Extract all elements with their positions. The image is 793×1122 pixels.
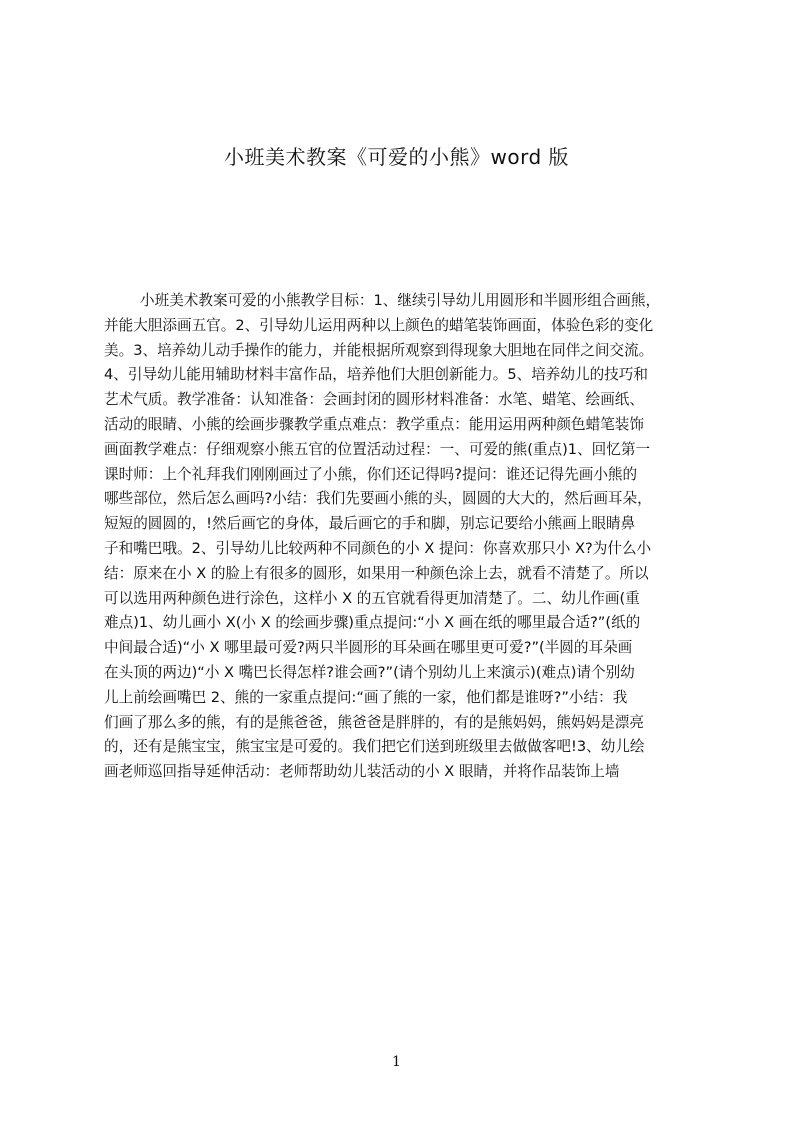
body-line-14: 难点)1、幼儿画小 X(小 X 的绘画步骤)重点提问:“小 X 画在纸的哪里最合适?”(纸的 <box>104 614 641 632</box>
body-line-13: 可以选用两种颜色进行涂色，这样小 X 的五官就看得更加清楚了。二、幼儿作画(重 <box>104 589 640 607</box>
body-line-19: 的，还有是熊宝宝，熊宝宝是可爱的。我们把它们送到班级里去做做客吧!3、幼儿绘 <box>104 738 645 756</box>
document-title: 小班美术教案《可爱的小熊》word 版 <box>223 145 570 169</box>
body-line-18: 们画了那么多的熊，有的是熊爸爸，熊爸爸是胖胖的，有的是熊妈妈，熊妈妈是漂亮 <box>104 713 644 731</box>
body-line-3: 美。3、培养幼儿动手操作的能力，并能根据所观察到得现象大胆地在同伴之间交流。 <box>104 341 654 359</box>
body-line-11: 子和嘴巴哦。2、引导幼儿比较两种不同颜色的小 X 提问：你喜欢那只小 X?为什么小 <box>104 539 652 557</box>
body-line-5: 艺术气质。教学准备：认知准备：会画封闭的圆形材料准备：水笔、蜡笔、绘画纸、 <box>104 391 644 409</box>
document-body <box>104 289 696 785</box>
body-line-2: 并能大胆添画五官。2、引导幼儿运用两种以上颜色的蜡笔装饰画面，体验色彩的变化 <box>104 316 654 334</box>
body-line-15: 中间最合适)“小 X 哪里最可爱?两只半圆形的耳朵画在哪里更可爱?”(半圆的耳朵画 <box>104 639 633 657</box>
page-number: 1 <box>392 1054 401 1070</box>
body-line-4: 4、引导幼儿能用辅助材料丰富作品，培养他们大胆创新能力。5、培养幼儿的技巧和 <box>104 366 648 384</box>
body-line-10: 短短的圆圆的，!然后画它的身体，最后画它的手和脚，别忘记要给小熊画上眼睛鼻 <box>104 515 636 533</box>
body-line-6: 活动的眼睛、小熊的绘画步骤教学重点难点：教学重点：能用运用两种颜色蜡笔装饰 <box>104 415 644 433</box>
body-line-16: 在头顶的两边)“小 X 嘴巴长得怎样?谁会画?”(请个别幼儿上来演示)(难点)请个别幼 <box>104 663 635 681</box>
body-line-17: 儿上前绘画嘴巴 2、熊的一家重点提问:“画了熊的一家，他们都是谁呀?”小结：我 <box>104 688 628 706</box>
body-line-7: 画面教学难点：仔细观察小熊五官的位置活动过程：一、可爱的熊(重点)1、回忆第一 <box>104 440 651 458</box>
body-line-8: 课时师：上个礼拜我们刚刚画过了小熊，你们还记得吗?提问：谁还记得先画小熊的 <box>104 465 638 483</box>
body-line-1: 小班美术教案可爱的小熊教学目标：1、继续引导幼儿用圆形和半圆形组合画熊， <box>140 292 661 309</box>
body-line-9: 哪些部位，然后怎么画吗?小结：我们先要画小熊的头，圆圆的大大的，然后画耳朵， <box>104 490 652 508</box>
body-line-20: 画老师巡回指导延伸活动：老师帮助幼儿装活动的小 X 眼睛，并将作品装饰上墙 <box>104 763 620 781</box>
body-line-12: 结：原来在小 X 的脸上有很多的圆形，如果用一种颜色涂上去，就看不清楚了。所以 <box>104 564 649 582</box>
